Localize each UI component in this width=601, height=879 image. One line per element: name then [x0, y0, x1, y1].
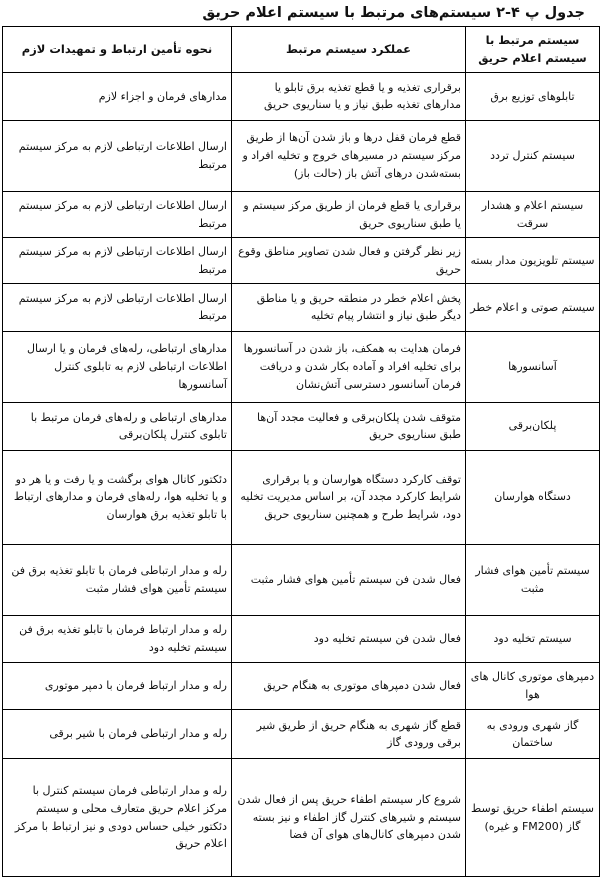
connection-cell: رله و مدار ارتباطی فرمان با شیر برقی: [3, 710, 232, 759]
function-cell: فعال شدن فن سیستم تخلیه دود: [232, 616, 466, 663]
connection-cell: مدارهای ارتباطی، رله‌های فرمان و یا ارسال اطلاعات ارتباطی لازم به تابلوی کنترل آسانسورها: [3, 331, 232, 402]
related-systems-table: [2, 26, 600, 877]
function-cell: برقراری تغذیه و یا قطع تغذیه برق تابلو یا مدارهای تغذیه طبق نیاز و یا سناریوی حریق: [232, 73, 466, 121]
system-cell: سیستم تخلیه دود: [466, 616, 600, 663]
system-cell: سیستم صوتی و اعلام خطر: [466, 284, 600, 332]
table-row: [3, 73, 600, 121]
header-system: سیستم مرتبط با سیستم اعلام حریق: [466, 27, 600, 73]
header-function: عملکرد سیستم مرتبط: [232, 27, 466, 73]
system-cell: گاز شهری ورودی به ساختمان: [466, 710, 600, 759]
function-cell: قطع گاز شهری به هنگام حریق از طریق شیر برقی ورودی گاز: [232, 710, 466, 759]
system-cell: دستگاه هوارسان: [466, 450, 600, 544]
system-cell: سیستم اعلام و هشدار سرقت: [466, 191, 600, 238]
connection-cell: رله و مدار ارتباطی فرمان با تابلو تغذیه برق فن سیستم تأمین هوای فشار مثبت: [3, 544, 232, 615]
table-row: [3, 710, 600, 759]
function-cell: قطع فرمان قفل درها و باز شدن آن‌ها از طریق مرکز سیستم در مسیرهای خروج و تخلیه افراد و بسته‌شدن درهای آتش باز (حالت باز): [232, 120, 466, 191]
table-row: [3, 662, 600, 710]
system-cell: پلکان‌برقی: [466, 402, 600, 450]
system-cell: سیستم تلویزیون مدار بسته: [466, 238, 600, 284]
function-cell: برقراری یا قطع فرمان از طریق مرکز سیستم و یا طبق سناریوی حریق: [232, 191, 466, 238]
table-row: [3, 450, 600, 544]
function-cell: فعال شدن دمپرهای موتوری به هنگام حریق: [232, 662, 466, 710]
system-cell: دمپرهای موتوری کانال های هوا: [466, 662, 600, 710]
function-cell: زیر نظر گرفتن و فعال شدن تصاویر مناطق وقوع حریق: [232, 238, 466, 284]
connection-cell: ارسال اطلاعات ارتباطی لازم به مرکز سیستم مرتبط: [3, 238, 232, 284]
function-cell: شروع کار سیستم اطفاء حریق پس از فعال شدن سیستم و شیرهای کنترل گاز اطفاء و نیز بسته شدن دمپرهای کانال‌های هوای آن فضا: [232, 759, 466, 877]
connection-cell: ارسال اطلاعات ارتباطی لازم به مرکز سیستم مرتبط: [3, 120, 232, 191]
system-cell: آسانسورها: [466, 331, 600, 402]
table-row: [3, 238, 600, 284]
system-cell: تابلوهای توزیع برق: [466, 73, 600, 121]
table-header-row: [3, 27, 600, 73]
function-cell: توقف کارکرد دستگاه هوارسان و یا برقراری شرایط کارکرد مجدد آن، بر اساس مدیریت تخلیه دود، شرایط طرح و همچنین سناریوی حریق: [232, 450, 466, 544]
connection-cell: رله و مدار ارتباط فرمان با تابلو تغذیه برق فن سیستم تخلیه دود: [3, 616, 232, 663]
connection-cell: رله و مدار ارتباط فرمان با دمپر موتوری: [3, 662, 232, 710]
connection-cell: ارسال اطلاعات ارتباطی لازم به مرکز سیستم مرتبط: [3, 284, 232, 332]
connection-cell: رله و مدار ارتباطی فرمان سیستم کنترل با مرکز اعلام حریق متعارف محلی و سیستم دئکتور خیلی حساس دودی و نیز ارتباط با مرکز اعلام حریق: [3, 759, 232, 877]
system-cell: سیستم تأمین هوای فشار مثبت: [466, 544, 600, 615]
table-row: [3, 544, 600, 615]
connection-cell: مدارهای فرمان و اجزاء لازم: [3, 73, 232, 121]
function-cell: متوقف شدن پلکان‌برقی و فعالیت مجدد آن‌ها طبق سناریوی حریق: [232, 402, 466, 450]
table-row: [3, 284, 600, 332]
table-row: [3, 402, 600, 450]
system-cell: سیستم اطفاء حریق توسط گاز (FM200 و غیره): [466, 759, 600, 877]
header-connection: نحوه تأمین ارتباط و تمهیدات لازم: [3, 27, 232, 73]
table-row: [3, 120, 600, 191]
table-row: [3, 191, 600, 238]
connection-cell: مدارهای ارتباطی و رله‌های فرمان مرتبط با تابلوی کنترل پلکان‌برقی: [3, 402, 232, 450]
function-cell: پخش اعلام خطر در منطقه حریق و یا مناطق دیگر طبق نیاز و انتشار پیام تخلیه: [232, 284, 466, 332]
function-cell: فعال شدن فن سیستم تأمین هوای فشار مثبت: [232, 544, 466, 615]
table-row: [3, 331, 600, 402]
table-title: جدول پ ۴-۲ سیستم‌های مرتبط با سیستم اعلام حریق: [202, 5, 585, 21]
table-row: [3, 759, 600, 877]
connection-cell: ارسال اطلاعات ارتباطی لازم به مرکز سیستم مرتبط: [3, 191, 232, 238]
connection-cell: دئکتور کانال هوای برگشت و یا رفت و یا هر دو و یا تخلیه هوا، رله‌های فرمان و مدارهای ارتباط با تابلو تغذیه برق هوارسان: [3, 450, 232, 544]
function-cell: فرمان هدایت به همکف، باز شدن در آسانسورها برای تخلیه افراد و آماده بکار شدن و دریافت فرمان آسانسور دسترسی آتش‌نشان: [232, 331, 466, 402]
table-row: [3, 616, 600, 663]
system-cell: سیستم کنترل تردد: [466, 120, 600, 191]
